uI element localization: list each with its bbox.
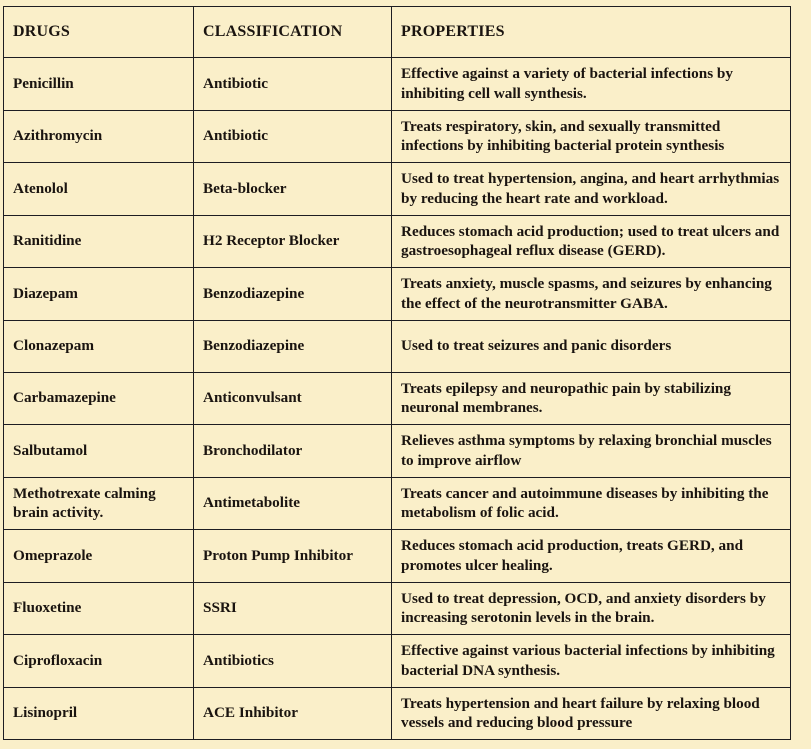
- table-header: [4, 7, 791, 58]
- column-header-drugs: DRUGS: [4, 7, 194, 58]
- cell-classification: Benzodiazepine: [194, 268, 392, 321]
- cell-classification: H2 Receptor Blocker: [194, 215, 392, 268]
- table-row: [4, 215, 791, 268]
- cell-classification: Proton Pump Inhibitor: [194, 530, 392, 583]
- cell-properties: Reduces stomach acid production, treats GERD, and promotes ulcer healing.: [392, 530, 791, 583]
- table-row: [4, 372, 791, 425]
- table-row: [4, 268, 791, 321]
- table-row: [4, 635, 791, 688]
- table-row: [4, 58, 791, 111]
- cell-classification: Benzodiazepine: [194, 320, 392, 372]
- cell-properties: Relieves asthma symptoms by relaxing bronchial muscles to improve airflow: [392, 425, 791, 478]
- table-row: [4, 320, 791, 372]
- drug-reference-table-container: [3, 6, 790, 740]
- cell-properties: Effective against a variety of bacterial infections by inhibiting cell wall synthesis.: [392, 58, 791, 111]
- cell-drug-name: Diazepam: [4, 268, 194, 321]
- cell-properties: Used to treat depression, OCD, and anxiety disorders by increasing serotonin levels in the brain.: [392, 582, 791, 635]
- table-row: [4, 582, 791, 635]
- cell-drug-name: Ranitidine: [4, 215, 194, 268]
- cell-drug-name: Clonazepam: [4, 320, 194, 372]
- table-row: [4, 425, 791, 478]
- cell-properties: Treats epilepsy and neuropathic pain by stabilizing neuronal membranes.: [392, 372, 791, 425]
- cell-classification: Antimetabolite: [194, 477, 392, 530]
- cell-drug-name: Lisinopril: [4, 687, 194, 740]
- column-header-classification: CLASSIFICATION: [194, 7, 392, 58]
- cell-properties: Effective against various bacterial infections by inhibiting bacterial DNA synthesis.: [392, 635, 791, 688]
- table-row: [4, 477, 791, 530]
- table-row: [4, 110, 791, 163]
- cell-drug-name: Azithromycin: [4, 110, 194, 163]
- cell-properties: Used to treat hypertension, angina, and heart arrhythmias by reducing the heart rate and workload.: [392, 163, 791, 216]
- table-row: [4, 163, 791, 216]
- cell-drug-name: Omeprazole: [4, 530, 194, 583]
- cell-classification: ACE Inhibitor: [194, 687, 392, 740]
- table-body: [4, 58, 791, 740]
- column-header-properties: PROPERTIES: [392, 7, 791, 58]
- drug-reference-table: [3, 6, 791, 740]
- cell-classification: Beta-blocker: [194, 163, 392, 216]
- cell-classification: Bronchodilator: [194, 425, 392, 478]
- cell-drug-name: Penicillin: [4, 58, 194, 111]
- cell-drug-name: Methotrexate calming brain activity.: [4, 477, 194, 530]
- table-row: [4, 530, 791, 583]
- table-header-row: [4, 7, 791, 58]
- cell-classification: Antibiotic: [194, 110, 392, 163]
- cell-classification: SSRI: [194, 582, 392, 635]
- cell-properties: Treats cancer and autoimmune diseases by inhibiting the metabolism of folic acid.: [392, 477, 791, 530]
- cell-properties: Treats hypertension and heart failure by relaxing blood vessels and reducing blood pressure: [392, 687, 791, 740]
- table-row: [4, 687, 791, 740]
- cell-drug-name: Fluoxetine: [4, 582, 194, 635]
- cell-properties: Used to treat seizures and panic disorders: [392, 320, 791, 372]
- cell-properties: Treats respiratory, skin, and sexually transmitted infections by inhibiting bacterial protein synthesis: [392, 110, 791, 163]
- cell-drug-name: Ciprofloxacin: [4, 635, 194, 688]
- cell-classification: Anticonvulsant: [194, 372, 392, 425]
- cell-drug-name: Carbamazepine: [4, 372, 194, 425]
- cell-drug-name: Salbutamol: [4, 425, 194, 478]
- cell-drug-name: Atenolol: [4, 163, 194, 216]
- cell-classification: Antibiotics: [194, 635, 392, 688]
- cell-properties: Reduces stomach acid production; used to treat ulcers and gastroesophageal reflux disease (GERD).: [392, 215, 791, 268]
- cell-properties: Treats anxiety, muscle spasms, and seizures by enhancing the effect of the neurotransmitter GABA.: [392, 268, 791, 321]
- cell-classification: Antibiotic: [194, 58, 392, 111]
